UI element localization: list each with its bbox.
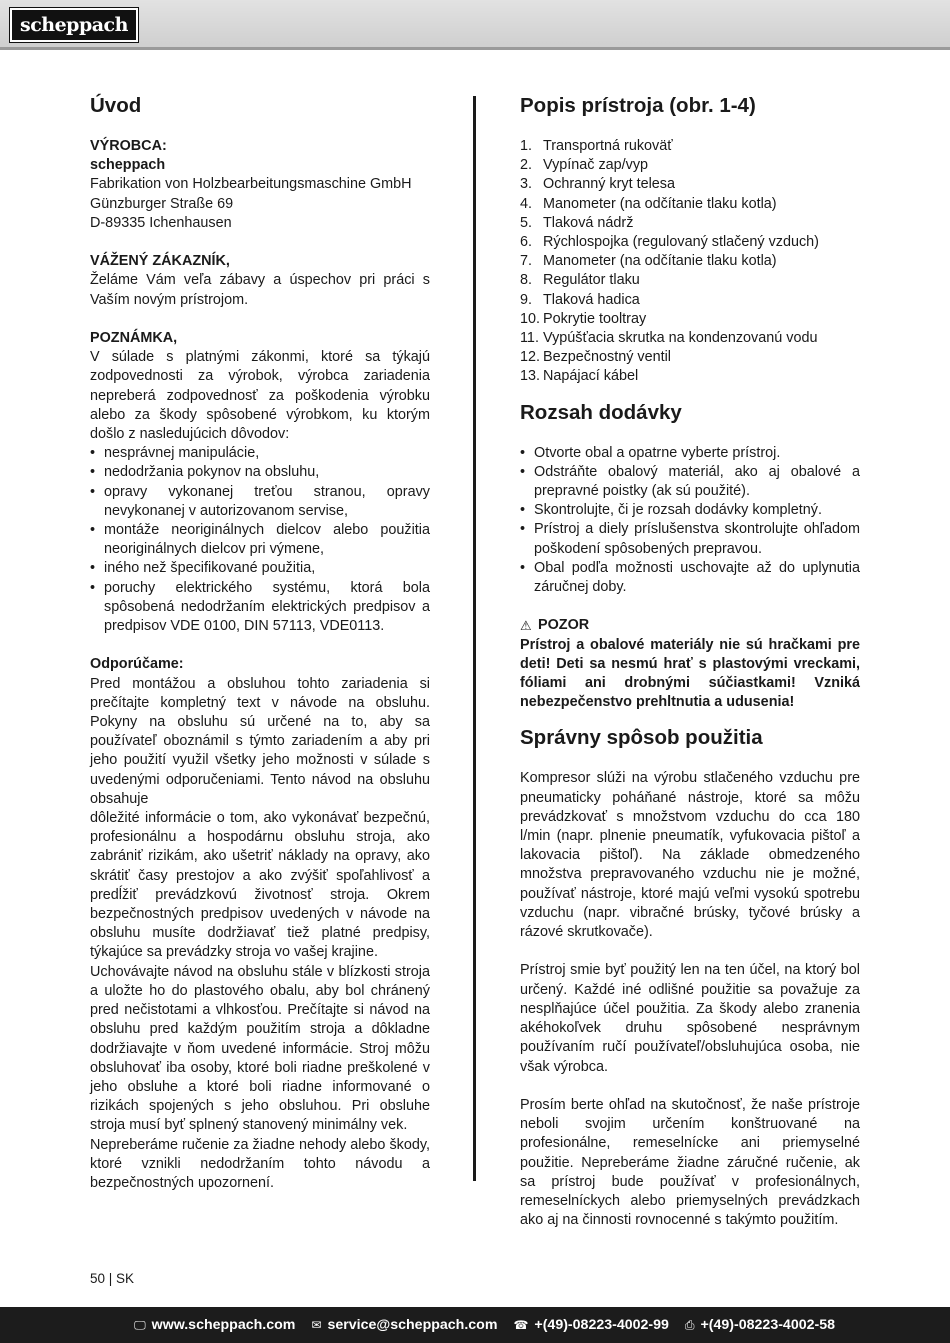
- list-item: 1. Transportná rukoväť: [520, 138, 673, 154]
- scope-list: [520, 444, 860, 598]
- right-column: [520, 92, 860, 1230]
- footer-phone: ☎ +(49)-08223-4002-99: [513, 1317, 669, 1333]
- fax-icon: ⎙: [684, 1317, 695, 1332]
- list-item: 10. Pokrytie tooltray: [520, 310, 647, 327]
- warning-heading: [520, 616, 860, 635]
- manufacturer-label: VÝROBCA:: [90, 138, 167, 154]
- use-paragraph: Prístroj smie byť použitý len na ten účel, na ktorý bol určený. Každé iné odlišné použitie sa považuje za nesplňajúce účel použitia. Za škody alebo zranenia akéhokoľvek druhu spôsobené nesprávnym používaním ručí používateľ/obsluhujúca osoba, nie však výrobca.: [520, 962, 860, 1075]
- manufacturer-line: Fabrikation von Holzbearbeitungsmaschine GmbH: [90, 176, 412, 193]
- recommend-paragraph: dôležité informácie o tom, ako vykonávať bezpečnú, profesionálnu a hospodárnu obsluhu stroja, ako zabrániť rizikám, ako ušetriť náklady na opravy, ako skrátiť časy prestojov a ako zvýšiť spoľahlivosť a predĺžiť prevádzkovú životnosť stroja. Okrem bezpečnostných predpisov uvedených v návode na obsluhu musíte dodržiavať tiež platné predpisy, týkajúce sa prevádzky stroja vo vašej krajine.: [90, 810, 430, 961]
- list-item: 13. Napájací kábel: [520, 368, 639, 385]
- note-label: POZNÁMKA,: [90, 330, 178, 346]
- list-item: • opravy vykonanej treťou stranou, opravy nevykonanej v autorizovanom servise,: [90, 483, 430, 519]
- list-item: • Obal podľa možnosti uschovajte až do uplynutia záručnej doby.: [520, 559, 860, 596]
- scope-title: Rozsah dodávky: [520, 400, 682, 424]
- top-bar: [0, 0, 950, 50]
- list-item: • iného než špecifikované použitia,: [90, 560, 316, 577]
- scheppach-logo: scheppach: [10, 8, 138, 42]
- customer-label: VÁŽENÝ ZÁKAZNÍK,: [90, 253, 230, 270]
- warning-icon: ⚠: [520, 618, 532, 634]
- phone-icon: ☎: [513, 1318, 529, 1332]
- list-item: • Prístroj a diely príslušenstva skontrolujte ohľadom poškodení spôsobených prepravou.: [520, 521, 860, 557]
- list-item: 5. Tlaková nádrž: [520, 214, 634, 231]
- footer-web[interactable]: 🖵 www.scheppach.com: [134, 1317, 296, 1333]
- list-item: 3. Ochranný kryt telesa: [520, 176, 675, 193]
- use-paragraph: Kompresor slúži na výrobu stlačeného vzduchu pre pneumaticky poháňané nástroje, ktoré sa môžu prevádzkovať s množstvom vzduchu do cca 180 l/min (napr. plnenie pneumatík, vyfukovacia pištoľ a lakovacia pištoľ). Na základe obmedzeného množstva prepravovaného vzduchu nie je možné, používať nástroje, ktoré majú veľmi vysokú spotrebu vzduchu (napr. vibračné brúsky, tyčové brúsky a rázové skrutkovače).: [520, 770, 860, 941]
- manufacturer-line: D-89335 Ichenhausen: [90, 214, 232, 231]
- customer-text: Želáme Vám veľa zábavy a úspechov pri práci s Vaším novým prístrojom.: [90, 272, 430, 308]
- note-list: [90, 444, 430, 636]
- list-item: • Skontrolujte, či je rozsah dodávky kompletný.: [520, 502, 822, 519]
- list-item: 4. Manometer (na odčítanie tlaku kotla): [520, 195, 777, 212]
- recommend-paragraph: Nepreberáme ručenie za žiadne nehody alebo škody, ktoré vznikli nedodržaním tohto návodu a bezpečnostných upozornení.: [90, 1136, 430, 1191]
- list-item: 9. Tlaková hadica: [520, 291, 640, 308]
- list-item: • Otvorte obal a opatrne vyberte prístroj.: [520, 444, 781, 461]
- recommend-paragraph: Pred montážou a obsluhou tohto zariadenia si prečítajte kompletný text v návode na obsluhu. Pokyny na obsluhu sú určené na to, aby sa používateľ oboznámil s týmto zariadením a aby pri jeho použití využil všetky jeho možnosti v súlade s uvedenými odporučeniami. Tento návod na obsluhu obsahuje: [90, 675, 430, 807]
- use-title: Správny spôsob použitia: [520, 726, 763, 750]
- parts-list: [520, 137, 860, 387]
- list-item: 8. Regulátor tlaku: [520, 272, 640, 289]
- use-paragraph: Prosím berte ohľad na skutočnosť, že naše prístroje neboli svojim určením konštruované na profesionálne, remeselnícke ani priemyselné použitie. Nepreberáme žiadne záručné ručenie, ak sa prístroj bude používať v profesionálnych, remeselníckych alebo priemyselných prevádzkach ako aj na činnosti rovnocenné s takýmto použitím.: [520, 1096, 860, 1229]
- page-number: 50 | SK: [90, 1271, 135, 1286]
- footer-fax: ⎙ +(49)-08223-4002-58: [684, 1317, 835, 1333]
- intro-title: Úvod: [90, 94, 142, 117]
- manufacturer-line: Günzburger Straße 69: [90, 195, 234, 212]
- list-item: 12. Bezpečnostný ventil: [520, 349, 671, 366]
- list-item: 7. Manometer (na odčítanie tlaku kotla): [520, 253, 777, 270]
- warning-text: Prístroj a obalové materiály nie sú hračkami pre deti! Deti sa nesmú hrať s plastovými vreckami, fóliami ani drobnými súčiastkami! Vzniká nebezpečenstvo prehltnutia a udusenia!: [520, 636, 860, 711]
- list-item: 2. Vypínač zap/vyp: [520, 157, 649, 174]
- list-item: • poruchy elektrického systému, ktorá bola spôsobená nedodržaním elektrických predpisov a predpisov VDE 0100, DIN 57113, VDE0113.: [90, 579, 430, 635]
- left-column: [90, 92, 430, 1193]
- manufacturer-name: scheppach: [90, 157, 166, 174]
- list-item: • Odstráňte obalový materiál, ako aj obalové a prepravné poistky (ak sú použité).: [520, 463, 860, 500]
- recommend-label: Odporúčame:: [90, 656, 184, 673]
- list-item: 6. Rýchlospojka (regulovaný stlačený vzduch): [520, 234, 819, 251]
- footer-bar: [0, 1307, 950, 1343]
- warning-label: POZOR: [538, 617, 590, 634]
- list-item: • nesprávnej manipulácie,: [90, 445, 260, 462]
- footer-email[interactable]: ✉ service@scheppach.com: [311, 1317, 498, 1333]
- list-item: • montáže neoriginálnych dielcov alebo použitia neoriginálnych dielcov pri výmene,: [90, 522, 430, 558]
- recommend-paragraph: Uchovávajte návod na obsluhu stále v blízkosti stroja a uložte ho do plastového obalu, aby bol chránený pred nečistotami a vlhkosťou. Prečítajte si návod na obsluhu pred každým použitím stroja a dôkladne dodržiavajte v ňom uvedené informácie. Stroj môžu obsluhovať iba osoby, ktoré boli riadne preškolené v jeho obsluhe a ktoré boli riadne informované o rizikách spojených s jeho obsluhou. Pri obsluhe stroja musí byť splnený stanovený minimálny vek.: [90, 963, 430, 1134]
- mail-icon: ✉: [311, 1318, 322, 1332]
- monitor-icon: 🖵: [134, 1317, 146, 1332]
- list-item: 11. Vypúšťacia skrutka na kondenzovanú vodu: [520, 330, 818, 347]
- note-text: V súlade s platnými zákonmi, ktoré sa týkajú zodpovednosti za výrobok, výrobca zariadenia nepreberá zodpovednosť za poškodenia výrobku alebo za škody spôsobené výrobkom, ku ktorým došlo z nasledujúcich dôvodov:: [90, 349, 430, 443]
- column-divider: [473, 96, 476, 1181]
- description-title: Popis prístroja (obr. 1-4): [520, 94, 756, 117]
- list-item: • nedodržania pokynov na obsluhu,: [90, 464, 320, 481]
